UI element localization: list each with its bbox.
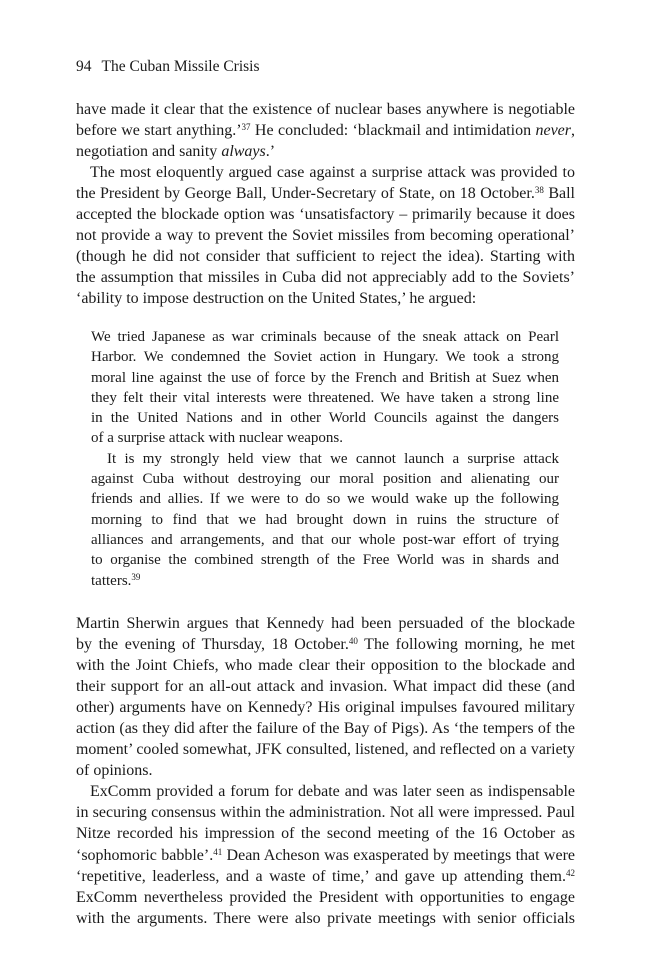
- text-run: by the evening of Thursday, 18 October.: [76, 636, 349, 654]
- text-line: [76, 634, 575, 655]
- text-line: [76, 183, 575, 204]
- paragraph-continuation: [76, 99, 575, 309]
- text-line: (though he did not consider that sufficient to reject the idea). Starting with: [76, 248, 575, 266]
- quote-line: they felt their vital interests were threatened. We have taken a strong line: [91, 389, 559, 406]
- text-run: negotiation and sanity: [76, 143, 222, 161]
- text-line: The most eloquently argued case against a surprise attack was provided to: [90, 164, 575, 182]
- text-line: accepted the blockade option was ‘unsatisfactory – primarily because it does: [76, 206, 575, 224]
- quote-line: against Cuba without destroying our moral position and alienating our: [91, 471, 559, 488]
- text-run: The following morning, he met: [357, 636, 575, 654]
- text-line: ExComm provided a forum for debate and was later seen as indispensable: [90, 783, 575, 801]
- text-line: the assumption that missiles in Cuba did not appreciably add to the Soviets’: [76, 269, 575, 287]
- quote-line: moral line against the use of force by the French and British at Suez when: [91, 369, 559, 386]
- text-run: Dean Acheson was exasperated by meetings that were: [222, 846, 576, 864]
- text-line: their support for an all-out attack and invasion. What impact did these (and: [76, 678, 575, 696]
- text-line: action (as they did after the failure of the Bay of Pigs). As ‘the tempers of the: [76, 720, 575, 738]
- text-line: with the arguments. There were also private meetings with senior officials: [76, 909, 575, 927]
- emphasis: never: [535, 122, 571, 140]
- text-run: ‘sophomoric babble’.: [76, 846, 214, 864]
- block-quote: [91, 327, 559, 591]
- running-head: [76, 57, 260, 77]
- text-run: .’: [265, 143, 276, 161]
- footnote-ref: 40: [348, 636, 358, 647]
- text-run: ‘repetitive, leaderless, and a waste of time,’ and gave up attending them.: [76, 867, 566, 885]
- text-run: ,: [571, 122, 575, 140]
- text-line: not provide a way to prevent the Soviet missiles from becoming operational’: [76, 227, 575, 245]
- text-line: [76, 845, 575, 866]
- quote-line: morning to find that we had brought down in ruins the structure of: [91, 511, 559, 528]
- quote-line: It is my strongly held view that we cannot launch a surprise attack: [107, 450, 559, 467]
- text-run: tatters.: [91, 572, 132, 589]
- text-line: [76, 141, 575, 162]
- text-run: before we start anything.’: [76, 122, 242, 140]
- footnote-ref: 42: [566, 867, 575, 878]
- quote-line: Harbor. We condemned the Soviet action in Hungary. We took a strong: [91, 349, 559, 366]
- text-line: ExComm nevertheless provided the President with opportunities to engage: [76, 888, 575, 906]
- text-run: the President by George Ball, Under-Secretary of State, on 18 October.: [76, 185, 535, 203]
- text-line: Nitze recorded his impression of the second meeting of the 16 October as: [76, 825, 575, 843]
- page-number: 94: [76, 58, 92, 75]
- quote-line: in the United Nations and in other World Councils against the dangers: [91, 410, 559, 427]
- text-line: have made it clear that the existence of nuclear bases anywhere is negotiable: [76, 101, 575, 118]
- text-run: Ball: [543, 185, 575, 203]
- text-line: with the Joint Chiefs, who made clear their opposition to the blockade and: [76, 657, 575, 675]
- text-line: Martin Sherwin argues that Kennedy had been persuaded of the blockade: [76, 615, 575, 632]
- quote-line: alliances and arrangements, and that our whole post-war effort of trying: [91, 531, 559, 548]
- footnote-ref: 41: [213, 846, 223, 857]
- quote-line: of a surprise attack with nuclear weapons.: [91, 430, 343, 447]
- quote-line: friends and allies. If we were to do so we would wake up the following: [91, 491, 559, 508]
- text-line: [76, 866, 575, 887]
- quote-line: [91, 571, 559, 591]
- quote-line: to organise the combined strength of the Free World was in shards and: [91, 552, 559, 569]
- quote-line: We tried Japanese as war criminals because of the sneak attack on Pearl: [91, 329, 559, 345]
- text-line: of opinions.: [76, 762, 153, 780]
- emphasis: always: [221, 143, 266, 161]
- text-line: other) arguments have on Kennedy? His original impulses favoured military: [76, 699, 575, 717]
- text-run: He concluded: ‘blackmail and intimidation: [250, 122, 536, 140]
- footnote-ref: 38: [534, 185, 544, 196]
- text-line: ‘ability to impose destruction on the United States,’ he argued:: [76, 290, 477, 308]
- running-title: The Cuban Missile Crisis: [101, 58, 260, 75]
- text-line: [76, 120, 575, 141]
- footnote-ref: 39: [131, 571, 141, 582]
- paragraphs-after-quote: [76, 613, 575, 929]
- text-line: moment’ cooled somewhat, JFK consulted, listened, and reflected on a variety: [76, 741, 575, 759]
- footnote-ref: 37: [241, 122, 251, 133]
- text-line: in securing consensus within the administration. Not all were impressed. Paul: [76, 804, 575, 822]
